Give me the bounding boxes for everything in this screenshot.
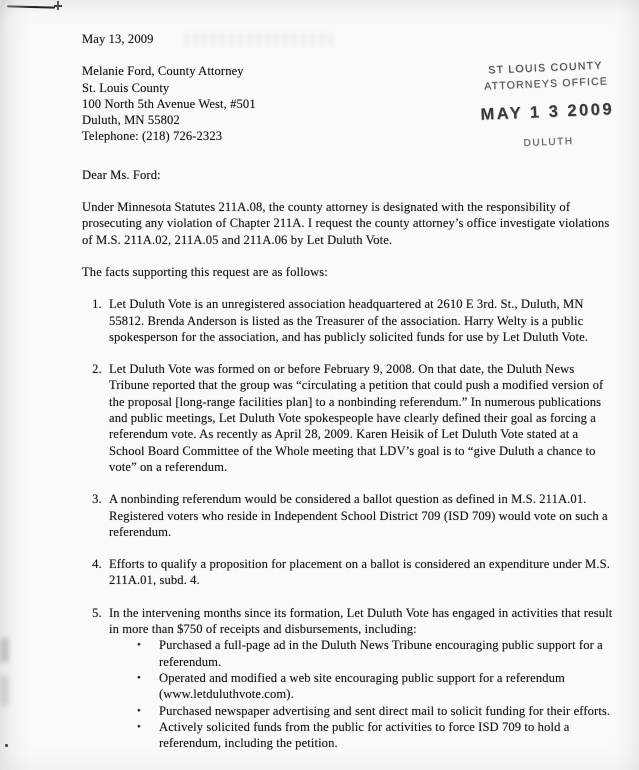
stamp-date: MAY 1 3 2009 [480,99,615,124]
fact-item [105,556,617,589]
recipient-city: Duluth, MN 55802 [82,113,180,128]
pen-mark [7,5,55,9]
bullet-item: • Purchased a full-page ad in the Duluth News Tribune encouraging public support for a referendum. [134,637,617,670]
letter-date: May 13, 2009 [82,32,154,46]
bullet-item: • Purchased newspaper advertising and sent direct mail to solicit funding for their efforts. [134,703,617,719]
fact-text: Efforts to qualify a proposition for placement on a ballot is considered an expenditure under M.S. 211A.01, subd. 4. [109,557,610,588]
ghost-text-smudge [184,33,334,46]
activities-bullet-list [109,637,617,751]
recipient-name: Melanie Ford, County Attorney [82,64,244,79]
scan-edge-smudge [0,638,9,662]
fact-item [105,605,617,752]
stamp-office-line2: ATTORNEYS OFFICE [483,75,609,93]
salutation: Dear Ms. Ford: [82,167,161,182]
fact-item [105,296,617,345]
intro-paragraph: Under Minnesota Statutes 211A.08, the county attorney is designated with the responsibility of prosecuting any violation of Chapter 211A. I request the county attorney’s office investigate violations of M.S. 211A.02, 211A.05 and 211A.06 by Let Duluth Vote. [82,200,610,247]
received-stamp [466,57,628,155]
scan-edge-smudge [0,676,8,706]
facts-lead: The facts supporting this request are as follows: [82,264,328,279]
bullet-item: • Actively solicited funds from the public for activities to force ISD 709 to hold a referendum, including the petition. [134,719,617,752]
fact-text: A nonbinding referendum would be considered a ballot question as defined in M.S. 211A.01. Registered voters who reside in Independent School District 709 (ISD 709) would vote on such a referendum. [109,492,608,539]
recipient-phone: Telephone: (218) 726-2323 [82,129,223,144]
pen-cross-mark [54,1,62,10]
bullet-item: • Operated and modified a web site encouraging public support for a referendum (www.letduluthvote.com). [134,670,617,703]
fact-text: Let Duluth Vote is an unregistered association headquartered at 2610 E 3rd. St., Duluth, MN 55812. Brenda Anderson is listed as the Treasurer of the association. Harry Welty is a public spokesperson for the association, and has publicly solicited funds for use by Let Duluth Vote. [109,297,589,344]
fact-text: Let Duluth Vote was formed on or before February 9, 2008. On that date, the Duluth News Tribune reported that the group was “circulating a petition that could push a modified version of the proposal [long-range facilities plan] to a nonbinding referendum.” In numerous publications and public meetings, Let Duluth Vote spokespeople have clearly defined their goal as forcing a referendum vote. As recently as April 28, 2009. Karen Heisik of Let Duluth Vote stated at a School Board Committee of the Whole meeting that LDV’s goal is to “give Duluth a chance to vote” on a referendum. [109,362,604,474]
fact-item [105,491,617,540]
paper-crease [0,0,10,214]
stamp-city: DULUTH [523,135,574,149]
recipient-street: 100 North 5th Avenue West, #501 [82,96,256,111]
stamp-office-line1: ST LOUIS COUNTY [488,59,603,77]
fact-item [105,361,617,475]
scan-speck [5,744,8,747]
recipient-org: St. Louis County [82,80,170,95]
facts-list [82,296,617,751]
fact-text: In the intervening months since its formation, Let Duluth Vote has engaged in activities that result in more than $750 of receipts and disbursements, including: [109,605,613,637]
